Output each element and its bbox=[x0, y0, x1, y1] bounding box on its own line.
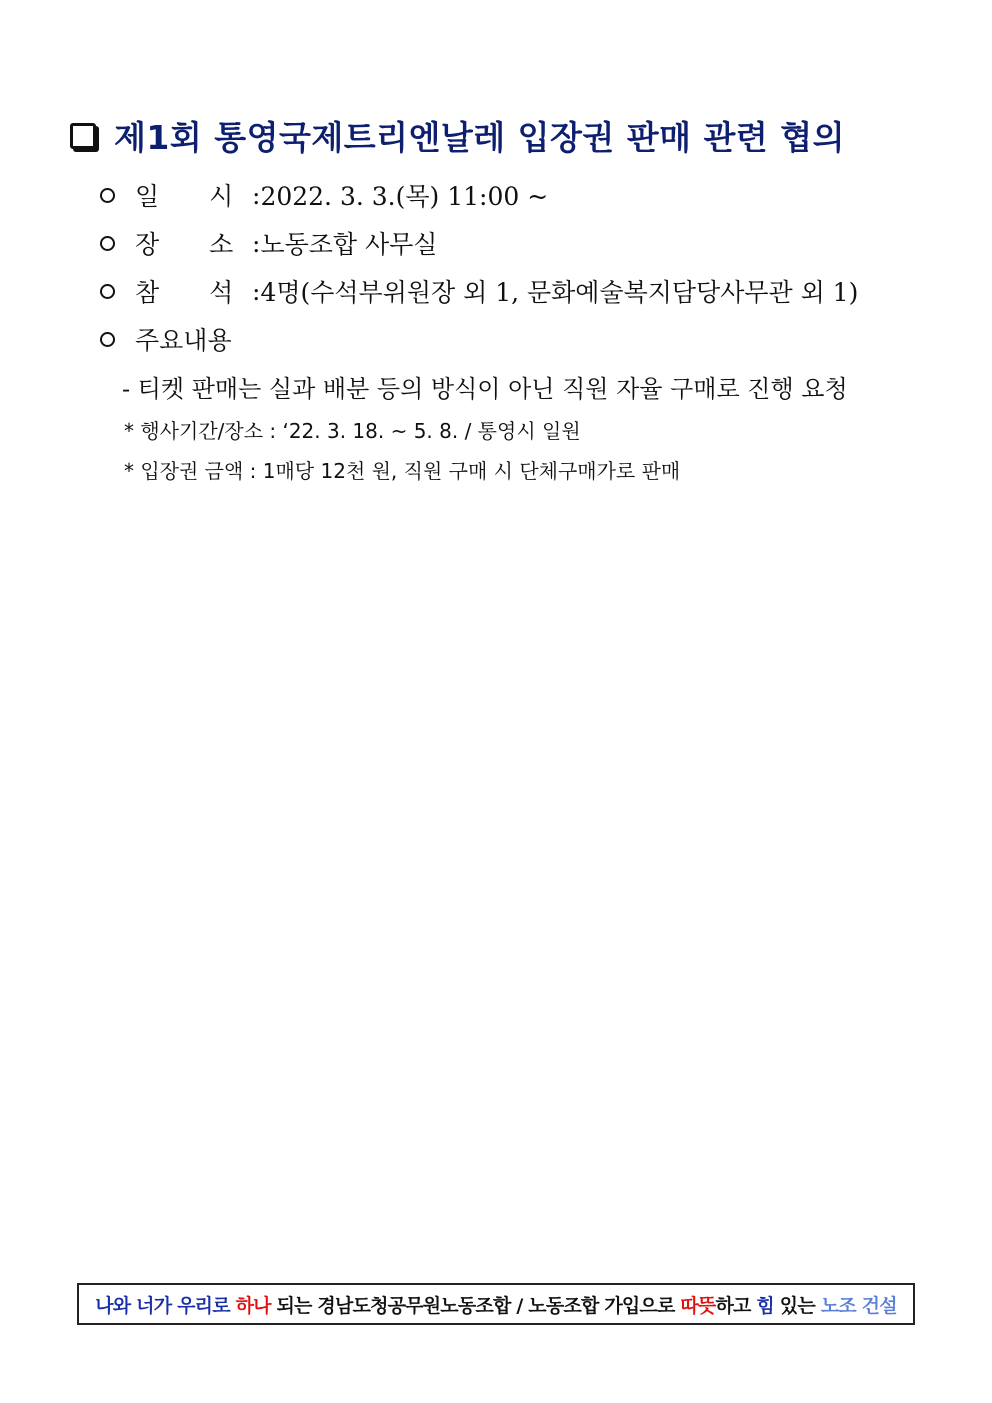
footer-slogan bbox=[77, 1283, 915, 1325]
item-separator: : bbox=[252, 180, 261, 210]
slogan-segment: 되는 경남도청공무원노동조합 / 노동조합 가입으로 bbox=[270, 1294, 681, 1317]
checkbox-square-icon bbox=[70, 123, 96, 149]
item-label: 참 석 bbox=[135, 278, 234, 307]
item-label: 장 소 bbox=[135, 230, 234, 259]
slogan-segment: 하고 bbox=[715, 1294, 757, 1317]
slogan-segment: 노조 건설 bbox=[820, 1294, 897, 1317]
circle-bullet-icon bbox=[100, 284, 115, 299]
circle-bullet-icon bbox=[100, 188, 115, 203]
item-attendees bbox=[100, 273, 858, 309]
item-value: 4명(수석부위원장 외 1, 문화예술복지담당사무관 외 1) bbox=[260, 278, 859, 307]
page-title: 제1회 통영국제트리엔날레 입장권 판매 관련 협의 bbox=[114, 118, 845, 157]
note-line: * 입장권 금액 : 1매당 12천 원, 직원 구매 시 단체구매가로 판매 bbox=[124, 459, 681, 483]
item-value: 노동조합 사무실 bbox=[260, 230, 438, 259]
item-main-content bbox=[100, 321, 232, 357]
item-date bbox=[100, 177, 548, 213]
slogan-segment: 힘 bbox=[756, 1294, 774, 1317]
detail-line: - 티켓 판매는 실과 배분 등의 방식이 아닌 직원 자율 구매로 진행 요청 bbox=[122, 375, 848, 403]
circle-bullet-icon bbox=[100, 236, 115, 251]
item-value: 2022. 3. 3.(목) 11:00 ~ bbox=[260, 182, 549, 211]
slogan-segment: 나와 너가 우리로 bbox=[95, 1294, 236, 1317]
item-label: 일 시 bbox=[135, 182, 234, 211]
note-line: * 행사기간/장소 : ‘22. 3. 18. ~ 5. 8. / 통영시 일원 bbox=[124, 419, 581, 443]
item-place bbox=[100, 225, 437, 261]
item-separator: : bbox=[252, 276, 261, 306]
circle-bullet-icon bbox=[100, 332, 115, 347]
item-label: 주요내용 bbox=[135, 326, 232, 355]
section-title bbox=[70, 112, 845, 159]
item-separator: : bbox=[252, 228, 261, 258]
slogan-segment: 하나 bbox=[235, 1294, 271, 1317]
slogan-segment: 따뜻 bbox=[680, 1294, 716, 1317]
slogan-segment: 있는 bbox=[773, 1294, 821, 1317]
